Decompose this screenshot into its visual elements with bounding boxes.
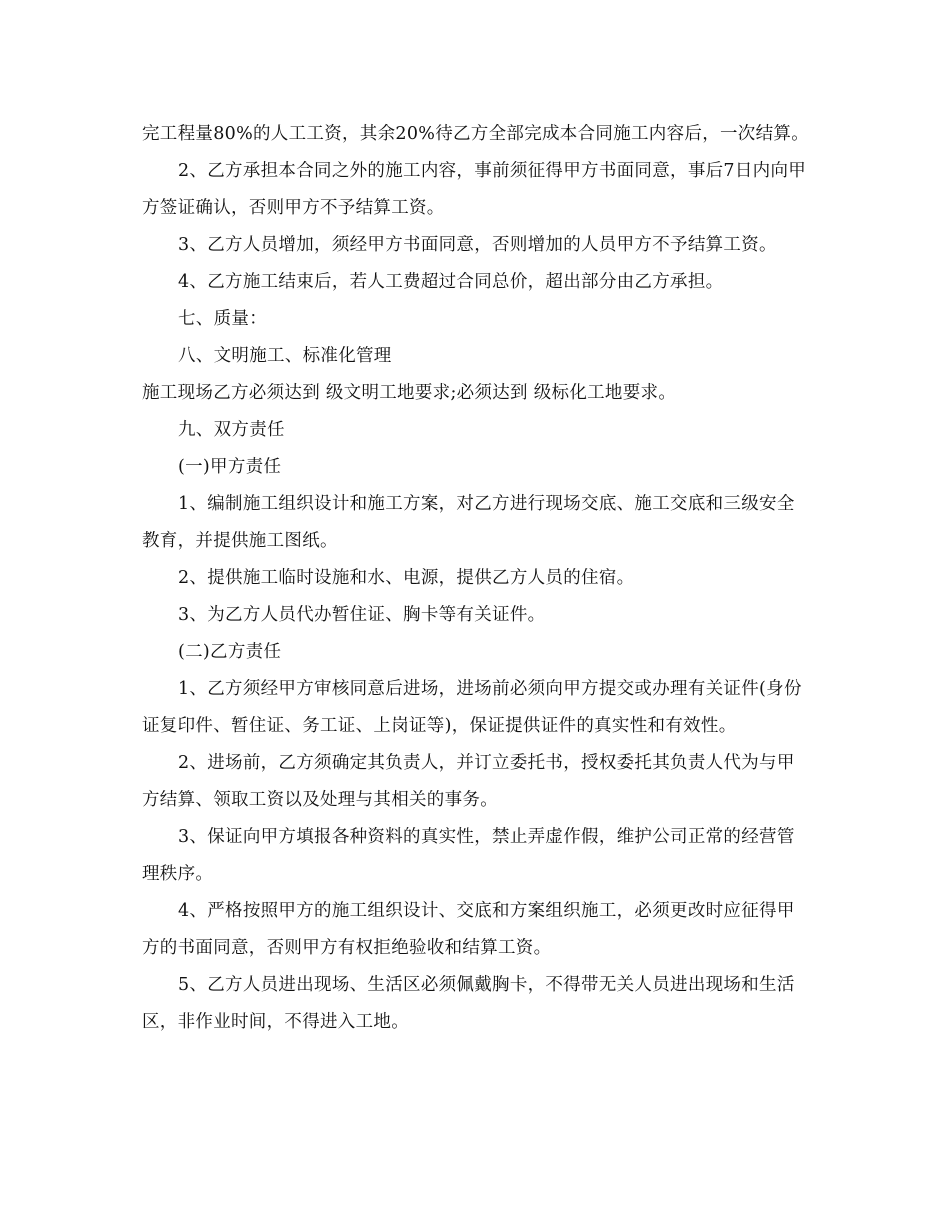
paragraph-party-b-item-3: 3、保证向甲方填报各种资料的真实性，禁止弄虚作假，维护公司正常的经营管理秩序。 bbox=[142, 827, 795, 884]
section-heading-responsibilities: 九、双方责任 bbox=[178, 420, 285, 440]
section-heading-civilized-construction: 八、文明施工、标准化管理 bbox=[178, 346, 392, 366]
paragraph-party-b-item-2: 2、进场前，乙方须确定其负责人，并订立委托书，授权委托其负责人代为与甲方结算、领取工资以及处理与其相关的事务。 bbox=[142, 753, 795, 810]
document-body bbox=[142, 116, 810, 1041]
paragraph-extra-work: 2、乙方承担本合同之外的施工内容，事前须征得甲方书面同意，事后7日内向甲方签证确认，否则甲方不予结算工资。 bbox=[142, 161, 807, 218]
paragraph-cost-overrun: 4、乙方施工结束后，若人工费超过合同总价，超出部分由乙方承担。 bbox=[178, 272, 724, 292]
subheading-party-a: (一)甲方责任 bbox=[178, 457, 282, 477]
paragraph-wage-settlement: 完工程量80%的人工工资，其余20%待乙方全部完成本合同施工内容后，一次结算。 bbox=[142, 124, 809, 144]
paragraph-party-a-item-2: 2、提供施工临时设施和水、电源，提供乙方人员的住宿。 bbox=[178, 568, 635, 588]
paragraph-party-b-item-4: 4、严格按照甲方的施工组织设计、交底和方案组织施工，必须更改时应征得甲方的书面同意，否则甲方有权拒绝验收和结算工资。 bbox=[142, 901, 795, 958]
paragraph-staff-increase: 3、乙方人员增加，须经甲方书面同意，否则增加的人员甲方不予结算工资。 bbox=[178, 235, 777, 255]
paragraph-party-b-item-1: 1、乙方须经甲方审核同意后进场，进场前必须向甲方提交或办理有关证件(身份证复印件、暂住证、务工证、上岗证等)，保证提供证件的真实性和有效性。 bbox=[142, 679, 802, 736]
paragraph-party-b-item-5: 5、乙方人员进出现场、生活区必须佩戴胸卡，不得带无关人员进出现场和生活区，非作业时间，不得进入工地。 bbox=[142, 975, 795, 1032]
paragraph-party-a-item-1: 1、编制施工组织设计和施工方案，对乙方进行现场交底、施工交底和三级安全教育，并提供施工图纸。 bbox=[142, 494, 795, 551]
section-heading-quality: 七、质量： bbox=[178, 309, 267, 329]
paragraph-party-a-item-3: 3、为乙方人员代办暂住证、胸卡等有关证件。 bbox=[178, 605, 546, 625]
subheading-party-b: (二)乙方责任 bbox=[178, 642, 282, 662]
paragraph-site-standards: 施工现场乙方必须达到 级文明工地要求;必须达到 级标化工地要求。 bbox=[142, 383, 677, 403]
